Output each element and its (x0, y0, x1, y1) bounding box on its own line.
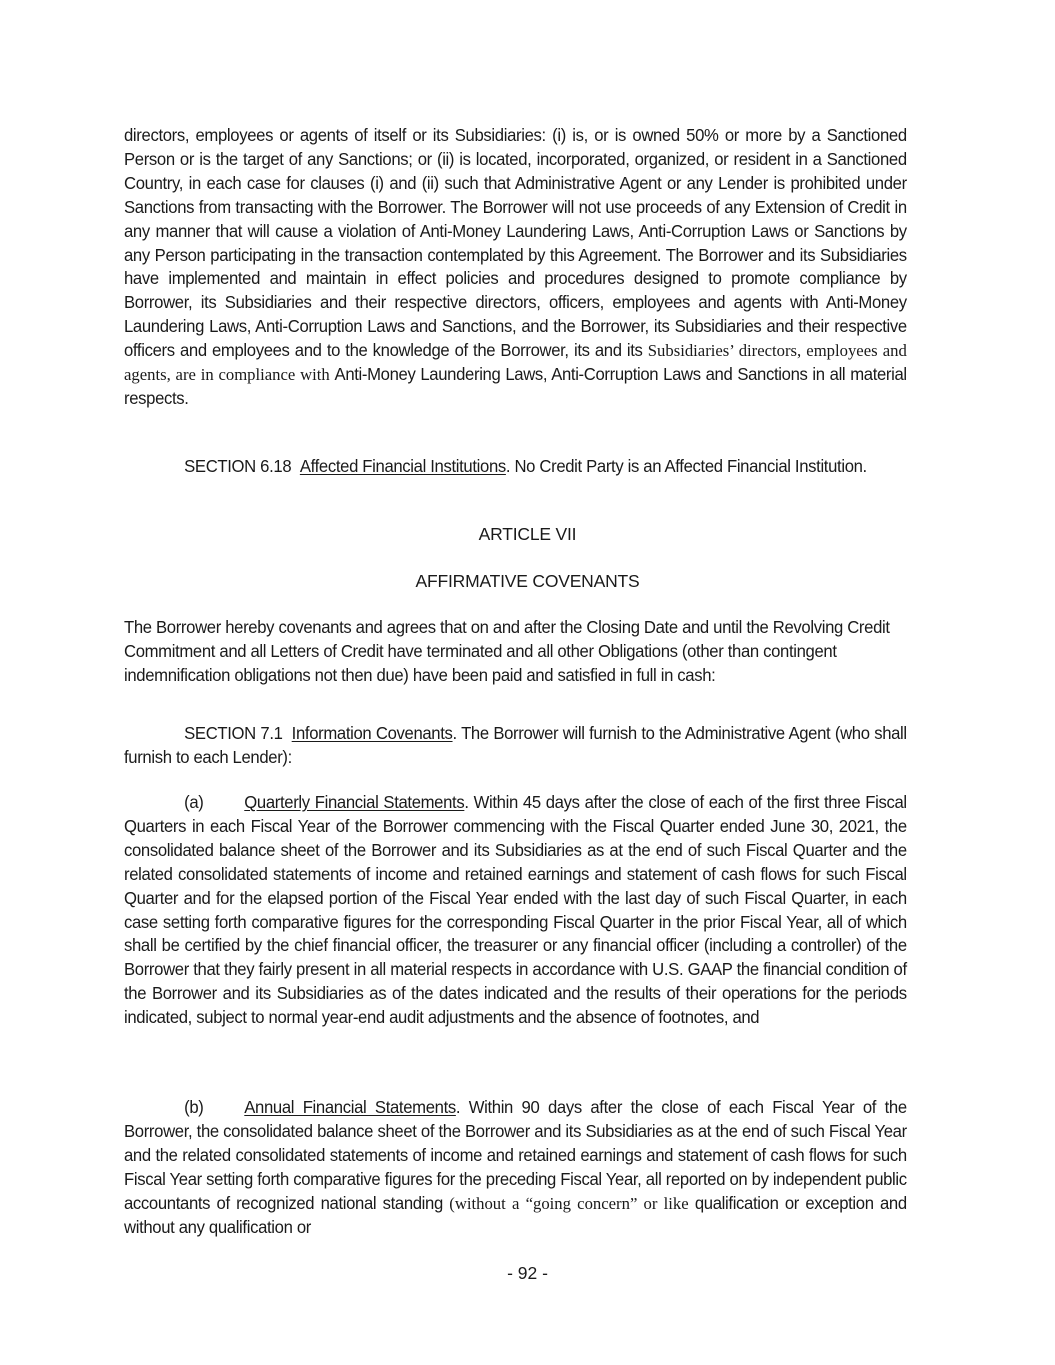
section-7-1 (124, 722, 907, 770)
intro-text: The Borrower hereby covenants and agrees that on and after the Closing Date and until the Revolving Credit Commitment and all Letters of Credit have terminated and all other Obligations (other than contingent indemnification obligations not then due) have been paid and satisfied in full in cash: (124, 617, 890, 685)
intro-paragraph (124, 616, 900, 688)
clause-label: (a) (184, 792, 204, 812)
article-title: AFFIRMATIVE COVENANTS (415, 571, 640, 591)
section-title: Affected Financial Institutions (299, 456, 506, 476)
clause-body: . Within 45 days after the close of each of the first three Fiscal Quarters in each Fiscal Year of the Borrower commencing with the Fiscal Quarter ended June 30, 2021, the consolidated balance sheet of the Borrower and its Subsidiaries as at the end of such Fiscal Quarter and the related consolidated statements of income and retained earnings and statement of cash flows for such Fiscal Quarter and for the elapsed portion of the Fiscal Year ended with the last day of such Fiscal Quarter, in each case setting forth comparative figures for the corresponding Fiscal Quarter in the prior Fiscal Year, all of which shall be certified by the chief financial officer, the treasurer or any financial officer (including a controller) of the Borrower that they fairly present in all material respects in accordance with U.S. GAAP the financial condition of the Borrower and its Subsidiaries as of the dates indicated and the results of their operations for the periods indicated, subject to normal year-end audit adjustments and the absence of footnotes, and (124, 792, 907, 1028)
paragraph-text: directors, employees or agents of itself or its Subsidiaries: (i) is, or is owned 50% or more by a Sanctioned Person or is the target of any Sanctions; or (ii) is located, incorporated, organized, or resident in a Sanctioned Country, in each case for clauses (i) and (ii) such that Administrative Agent or any Lender is prohibited under Sanctions from transacting with the Borrower. The Borrower will not use proceeds of any Extension of Credit in any manner that will cause a violation of Anti-Money Laundering Laws, Anti-Corruption Laws or Sanctions by any Person participating in the transaction contemplated by this Agreement. The Borrower and its Subsidiaries have implemented and maintain in effect policies and procedures designed to promote compliance by Borrower, its Subsidiaries and their respective directors, officers, employees and agents with Anti-Money Laundering Laws, Anti-Corruption Laws and Sanctions, and the Borrower, its Subsidiaries and their respective officers and employees and to the knowledge of the Borrower, its and its (124, 125, 907, 361)
clause-title: Annual Financial Statements (244, 1097, 456, 1117)
clause-b (124, 1096, 907, 1239)
clause-body: . Within 90 days after the close of each Fiscal Year of the Borrower, the consolidated balance sheet of the Borrower and its Subsidiaries as at the end of such Fiscal Year and the related consolidated statements of income and retained earnings and statement of cash flows for such Fiscal Year setting forth comparative figures for the preceding Fiscal Year, all reported on by independent public accountants of recognized national standing (124, 1097, 907, 1213)
article-number: ARTICLE VII (478, 524, 577, 544)
page-number: - 92 - (507, 1263, 548, 1283)
clause-a (124, 791, 907, 1030)
paragraph-text-end: Anti-Money Laundering Laws, Anti-Corruption Laws and Sanctions in all material respects. (124, 364, 907, 408)
sanctions-paragraph (124, 124, 907, 411)
section-number: SECTION 6.18 (184, 456, 292, 476)
section-body: . The Borrower will furnish to the Administrative Agent (who shall furnish to each Lender): (124, 723, 907, 767)
paragraph-text-serif: Subsidiaries’ directors, employees and agents, are in compliance with (124, 341, 907, 385)
section-6-18 (124, 455, 907, 479)
clause-title: Quarterly Financial Statements (244, 792, 465, 812)
clause-body-serif: (without a “going concern” or like (449, 1193, 695, 1213)
clause-label: (b) (184, 1097, 204, 1117)
section-body: . No Credit Party is an Affected Financial Institution. (505, 456, 867, 476)
clause-body-end: qualification or exception and without any qualification or (124, 1192, 907, 1237)
section-title: Information Covenants (291, 723, 453, 743)
section-number: SECTION 7.1 (184, 723, 283, 743)
